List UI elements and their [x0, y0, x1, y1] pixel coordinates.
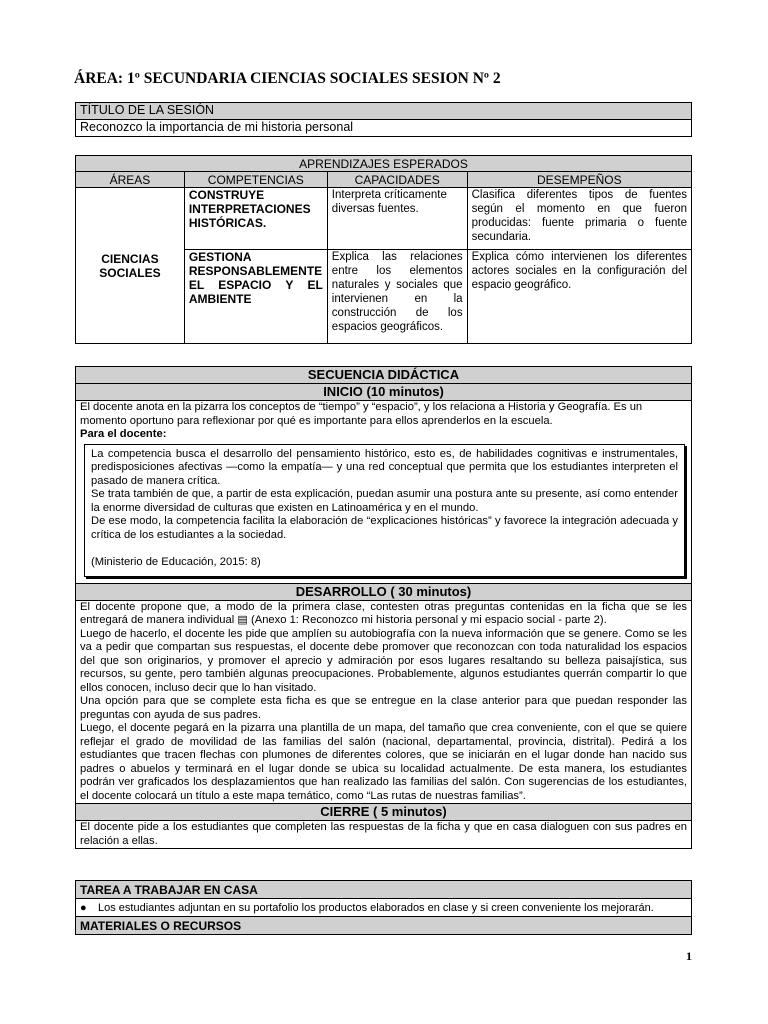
desarrollo-paragraph: El docente propone que, a modo de la primera clase, contesten otras preguntas contenidas en la ficha que se les entregará de manera individual ▤ (Anexo 1: Reconozco mi historia personal y mi espacio social - parte 2). [80, 600, 687, 626]
desarrollo-heading: DESARROLLO ( 30 minutos) [76, 583, 692, 600]
column-header-desempenos: DESEMPEÑOS [467, 172, 691, 188]
homework-heading: TAREA A TRABAJAR EN CASA [76, 881, 692, 899]
session-title-value: Reconozco la importancia de mi historia personal [76, 120, 692, 137]
sequence-heading: SECUENCIA DIDÁCTICA [76, 367, 692, 384]
area-cell: CIENCIAS SOCIALES [76, 188, 185, 344]
page-title: ÁREA: 1º SECUNDARIA CIENCIAS SOCIALES SESION Nº 2 [74, 70, 501, 87]
competencia-cell: GESTIONA RESPONSABLEMENTE EL ESPACIO Y EL AMBIENTE [184, 250, 327, 344]
teacher-note-paragraph: De ese modo, la competencia facilita la elaboración de “explicaciones históricas” y favorece la integración adecuada y crítica de los estudiantes a la sociedad. [91, 515, 678, 541]
learning-heading: APRENDIZAJES ESPERADOS [76, 156, 692, 172]
column-header-competencias: COMPETENCIAS [184, 172, 327, 188]
cierre-heading: CIERRE ( 5 minutos) [76, 804, 692, 821]
sequence-table [75, 366, 692, 849]
desarrollo-section [76, 600, 692, 804]
inicio-subheading: Para el docente: [80, 428, 167, 440]
capacidad-cell: Explica las relaciones entre los elementos naturales y sociales que intervienen en la construcción de los espacios geográficos. [327, 250, 467, 344]
desempeno-cell: Explica cómo intervienen los diferentes actores sociales en la configuración del espacio geográfico. [467, 250, 691, 344]
desarrollo-paragraph: Luego de hacerlo, el docente les pide que amplíen su autobiografía con la nueva información que se genere. Como se les va a pedir que compartan sus respuestas, el docente debe promover que reconozcan con toda naturalidad los espacios del que son originarios, y promover el aprecio y admiración por esos lugares resaltando su belleza paisajística, sus recursos, su gente, pero también algunas preocupaciones. Probablemente, algunos estudiantes querrán compartir lo que ellos conocen, incluso decir que lo han visitado. [80, 627, 687, 694]
column-header-areas: ÁREAS [76, 172, 185, 188]
materials-heading: MATERIALES O RECURSOS [76, 917, 692, 935]
competencia-cell: CONSTRUYE INTERPRETACIONES HISTÓRICAS. [184, 188, 327, 250]
desarrollo-paragraph: Una opción para que se complete esta ficha es que se entregue en la clase anterior para que puedan responder las preguntas con ayuda de sus padres. [80, 695, 687, 721]
teacher-note-paragraph: Se trata también de que, a partir de esta explicación, puedan asumir una postura ante su presente, así como entender la enorme diversidad de culturas que existen en Latinoamérica y en el mundo. [91, 488, 678, 514]
homework-table [75, 880, 692, 935]
session-title-label: TÍTULO DE LA SESIÓN [76, 103, 692, 120]
capacidad-cell: Interpreta críticamente diversas fuentes. [327, 188, 467, 250]
inicio-section [76, 401, 692, 584]
page-number: 1 [686, 949, 692, 963]
teacher-note-paragraph: La competencia busca el desarrollo del pensamiento histórico, esto es, de habilidades cognitivas e instrumentales, predisposiciones afectivas —como la empatía— y una red conceptual que permita que los estudiantes interpreten el pasado de manera crítica. [91, 447, 678, 487]
teacher-note-citation: (Ministerio de Educación, 2015: 8) [91, 556, 261, 568]
teacher-note-box [84, 444, 685, 577]
bullet-icon: ● [80, 901, 87, 914]
inicio-heading: INICIO (10 minutos) [76, 384, 692, 401]
learning-table [75, 155, 692, 344]
inicio-text: El docente anota en la pizarra los conceptos de “tiempo” y “espacio”, y los relaciona a Historia y Geografía. Es un momento oportuno para reflexionar por qué es importante para ellos aprenderlos en la escuela. [80, 401, 643, 427]
column-header-capacidades: CAPACIDADES [327, 172, 467, 188]
session-title-table [75, 102, 692, 137]
desarrollo-paragraph: Luego, el docente pegará en la pizarra una plantilla de un mapa, del tamaño que crea conveniente, con el que se quiere reflejar el grado de movilidad de las familias del salón (nacional, departamental, provincia, distrital). Pedirá a los estudiantes que tracen flechas con plumones de diferentes colores, que se iniciarán en el lugar donde han nacido sus padres o abuelos y terminará en el lugar donde se ubica su localidad actualmente. De esta manera, los estudiantes podrán ver graficados los desplazamientos que han realizado las familias del salón. Con sugerencias de los estudiantes, el docente colocará un título a este mapa temático, como “Las rutas de nuestras familias”. [80, 722, 687, 802]
desempeno-cell: Clasifica diferentes tipos de fuentes según el momento en que fueron producidas: fuente primaria o fuente secundaria. [467, 188, 691, 250]
homework-item-text: Los estudiantes adjuntan en su portafolio los productos elaborados en clase y si creen conveniente los mejorarán. [98, 901, 654, 914]
homework-item [76, 899, 692, 917]
cierre-text: El docente pide a los estudiantes que completen las respuestas de la ficha y que en casa dialoguen con sus padres en relación a ellas. [76, 821, 692, 849]
